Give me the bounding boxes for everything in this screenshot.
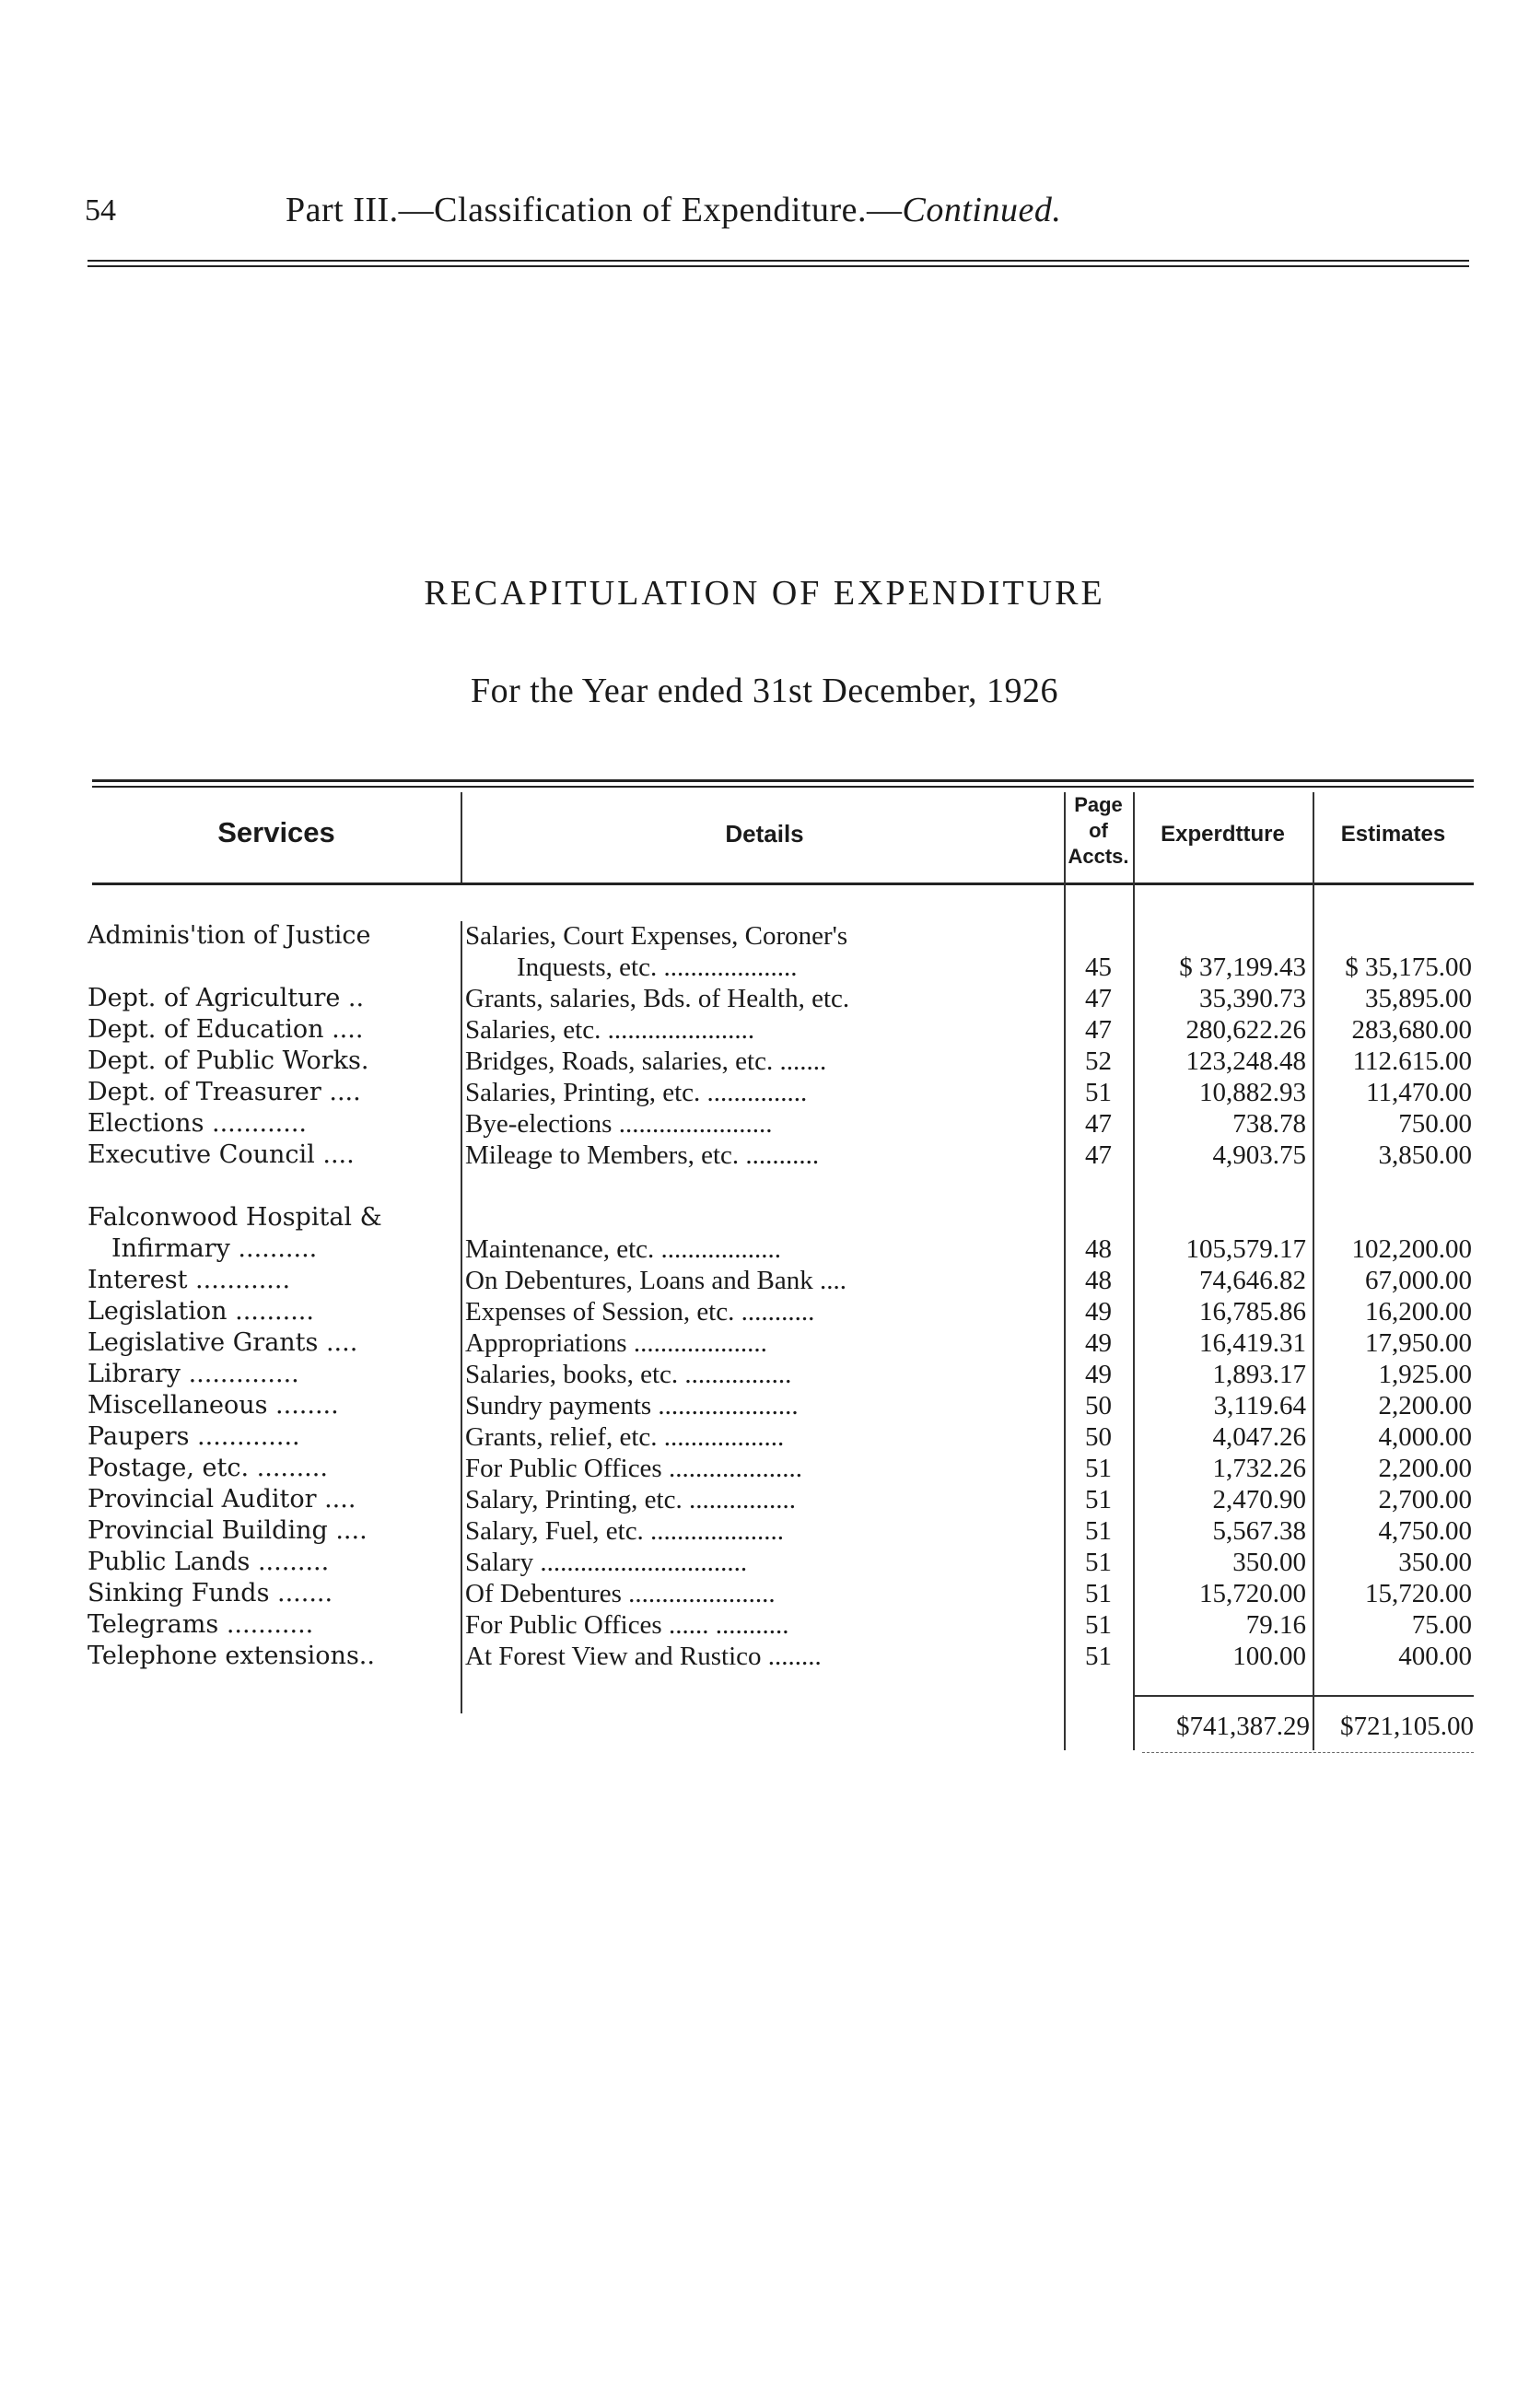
expenditure-cell: 16,785.86 [1199, 1297, 1306, 1327]
expenditure-cell: 4,047.26 [1212, 1422, 1306, 1452]
service-cell: Falconwood Hospital & [88, 1203, 382, 1232]
page-cell: 45 [1085, 953, 1112, 982]
page-cell: 49 [1085, 1360, 1112, 1389]
service-cell: Dept. of Education .... [88, 1015, 364, 1044]
details-cell: Grants, salaries, Bds. of Health, etc. [465, 984, 850, 1013]
col-header-estimates: Estimates [1340, 822, 1446, 847]
table-row [0, 1422, 1529, 1454]
table-row [0, 1078, 1529, 1109]
estimates-cell: 283,680.00 [1351, 1015, 1472, 1045]
table-row [0, 1015, 1529, 1046]
service-cell: Sinking Funds ....... [88, 1579, 333, 1607]
total-expenditure: $741,387.29 [1176, 1712, 1310, 1741]
running-title-text: Part III.—Classification of Expenditure.— [286, 191, 903, 229]
details-cell: Salary, Printing, etc. ................ [465, 1485, 796, 1514]
service-cell: Miscellaneous ........ [88, 1391, 339, 1420]
table-row [0, 1610, 1529, 1642]
service-cell: Paupers ............. [88, 1422, 300, 1451]
estimates-cell: 3,850.00 [1378, 1140, 1472, 1170]
estimates-cell: 400.00 [1398, 1642, 1472, 1671]
service-cell: Executive Council .... [88, 1140, 355, 1169]
details-cell: Sundry payments ..................... [465, 1391, 799, 1420]
page-cell: 47 [1085, 1109, 1112, 1139]
table-row [0, 1140, 1529, 1172]
table-row [0, 921, 1529, 953]
page-cell: 51 [1085, 1078, 1112, 1107]
details-cell: Maintenance, etc. .................. [465, 1234, 782, 1264]
expenditure-cell: 35,390.73 [1199, 984, 1306, 1013]
details-cell: Of Debentures ...................... [465, 1579, 776, 1608]
details-cell: Expenses of Session, etc. ........... [465, 1297, 815, 1327]
table-row [0, 1297, 1529, 1328]
table-row [0, 1328, 1529, 1360]
details-cell: Bridges, Roads, salaries, etc. ....... [465, 1046, 827, 1076]
service-cell: Dept. of Agriculture .. [88, 984, 365, 1012]
estimates-cell: 67,000.00 [1365, 1266, 1472, 1295]
expenditure-cell: 15,720.00 [1199, 1579, 1306, 1608]
total-estimates: $721,105.00 [1340, 1712, 1474, 1741]
expenditure-cell: 2,470.90 [1212, 1485, 1306, 1514]
table-row [0, 984, 1529, 1015]
details-cell: Bye-elections ....................... [465, 1109, 773, 1139]
page-cell: 50 [1085, 1391, 1112, 1420]
details-cell: Salaries, books, etc. ................ [465, 1360, 792, 1389]
table-row [0, 1485, 1529, 1516]
estimates-cell: 11,470.00 [1366, 1078, 1472, 1107]
col-header-page [1064, 792, 1133, 870]
col-header-page-line1: Page [1074, 793, 1123, 816]
header-bottom-rule [92, 883, 1474, 885]
table-row [0, 1642, 1529, 1673]
expenditure-cell: 16,419.31 [1199, 1328, 1306, 1358]
total-underline [1142, 1752, 1474, 1753]
service-cell: Library .............. [88, 1360, 299, 1388]
table-row [0, 1360, 1529, 1391]
expenditure-cell: 105,579.17 [1185, 1234, 1306, 1264]
table-row [0, 1516, 1529, 1548]
estimates-cell: 2,200.00 [1378, 1454, 1472, 1483]
details-cell: Salary ............................... [465, 1548, 748, 1577]
header-rule [88, 260, 1469, 267]
expenditure-cell: 738.78 [1232, 1109, 1306, 1139]
table-row [0, 1579, 1529, 1610]
service-cell: Infirmary .......... [111, 1234, 318, 1263]
service-cell: Legislative Grants .... [88, 1328, 358, 1357]
running-title [286, 190, 1061, 230]
page-cell: 51 [1085, 1548, 1112, 1577]
col-header-services: Services [217, 816, 335, 848]
estimates-cell: 75.00 [1411, 1610, 1472, 1640]
estimates-cell: 102,200.00 [1351, 1234, 1472, 1264]
table-row [0, 953, 1529, 984]
col-header-expenditure: Experdtture [1161, 822, 1285, 847]
page-cell: 47 [1085, 1015, 1112, 1045]
estimates-cell: 16,200.00 [1365, 1297, 1472, 1327]
service-cell: Provincial Auditor .... [88, 1485, 356, 1514]
service-cell: Provincial Building .... [88, 1516, 368, 1545]
table-row [0, 1266, 1529, 1297]
expenditure-cell: 3,119.64 [1213, 1391, 1306, 1420]
page-cell: 51 [1085, 1610, 1112, 1640]
sum-rule [1135, 1695, 1474, 1697]
details-cell: Mileage to Members, etc. ........... [465, 1140, 820, 1170]
estimates-cell: 350.00 [1398, 1548, 1472, 1577]
estimates-cell: 4,750.00 [1378, 1516, 1472, 1546]
service-cell: Telephone extensions.. [88, 1642, 375, 1670]
estimates-cell: 2,700.00 [1378, 1485, 1472, 1514]
expenditure-cell: 100.00 [1232, 1642, 1306, 1671]
details-cell: For Public Offices ...... ........... [465, 1610, 789, 1640]
estimates-cell: 35,895.00 [1365, 984, 1472, 1013]
col-header-page-line2: of [1089, 819, 1108, 842]
page-cell: 51 [1085, 1454, 1112, 1483]
service-cell: Dept. of Treasurer .... [88, 1078, 361, 1106]
table-row [0, 1203, 1529, 1234]
expenditure-cell: 123,248.48 [1185, 1046, 1306, 1076]
table-row [0, 1454, 1529, 1485]
estimates-cell: 15,720.00 [1365, 1579, 1472, 1608]
service-cell: Dept. of Public Works. [88, 1046, 369, 1075]
page-cell: 49 [1085, 1297, 1112, 1327]
expenditure-cell: $ 37,199.43 [1179, 953, 1306, 982]
expenditure-cell: 74,646.82 [1199, 1266, 1306, 1295]
table-top-rule [92, 779, 1474, 782]
page-cell: 51 [1085, 1485, 1112, 1514]
table-row [0, 1234, 1529, 1266]
column-divider [461, 792, 462, 883]
expenditure-cell: 4,903.75 [1212, 1140, 1306, 1170]
expenditure-cell: 10,882.93 [1199, 1078, 1306, 1107]
details-cell: Salary, Fuel, etc. .................... [465, 1516, 785, 1546]
page-cell: 47 [1085, 984, 1112, 1013]
service-cell: Legislation .......... [88, 1297, 314, 1326]
expenditure-cell: 1,893.17 [1212, 1360, 1306, 1389]
subtitle: For the Year ended 31st December, 1926 [470, 672, 1058, 710]
service-cell: Adminis'tion of Justice [88, 921, 371, 950]
estimates-cell: 112.615.00 [1352, 1046, 1472, 1076]
details-cell: At Forest View and Rustico ........ [465, 1642, 822, 1671]
estimates-cell: 17,950.00 [1365, 1328, 1472, 1358]
estimates-cell: 4,000.00 [1378, 1422, 1472, 1452]
table-row [0, 1172, 1529, 1203]
service-cell: Elections ............ [88, 1109, 308, 1138]
service-cell: Public Lands ......... [88, 1548, 330, 1576]
table-row [0, 1109, 1529, 1140]
page-cell: 48 [1085, 1266, 1112, 1295]
page-cell: 50 [1085, 1422, 1112, 1452]
estimates-cell: 2,200.00 [1378, 1391, 1472, 1420]
table-row [0, 1391, 1529, 1422]
table-row [0, 1046, 1529, 1078]
table-row [0, 1548, 1529, 1579]
page-cell: 48 [1085, 1234, 1112, 1264]
col-header-page-line3: Accts. [1068, 845, 1129, 868]
col-header-details: Details [725, 820, 804, 847]
page-cell: 51 [1085, 1642, 1112, 1671]
page-cell: 51 [1085, 1516, 1112, 1546]
details-cell: Appropriations .................... [465, 1328, 767, 1358]
estimates-cell: 750.00 [1398, 1109, 1472, 1139]
page-cell: 52 [1085, 1046, 1112, 1076]
page-cell: 47 [1085, 1140, 1112, 1170]
service-cell: Postage, etc. ......... [88, 1454, 328, 1482]
expenditure-cell: 79.16 [1245, 1610, 1306, 1640]
estimates-cell: $ 35,175.00 [1345, 953, 1472, 982]
estimates-cell: 1,925.00 [1378, 1360, 1472, 1389]
page-cell: 51 [1085, 1579, 1112, 1608]
running-title-italic: Continued. [902, 191, 1062, 229]
details-cell: Salaries, etc. ...................... [465, 1015, 755, 1045]
details-cell: Grants, relief, etc. .................. [465, 1422, 785, 1452]
service-cell: Interest ............ [88, 1266, 291, 1294]
page-cell: 49 [1085, 1328, 1112, 1358]
details-cell: Salaries, Printing, etc. ............... [465, 1078, 808, 1107]
expenditure-cell: 5,567.38 [1212, 1516, 1306, 1546]
details-cell: For Public Offices .................... [465, 1454, 802, 1483]
details-cell: Salaries, Court Expenses, Coroner's [465, 921, 848, 951]
main-title: RECAPITULATION OF EXPENDITURE [424, 574, 1105, 613]
table-top-rule-2 [92, 786, 1474, 788]
expenditure-cell: 1,732.26 [1212, 1454, 1306, 1483]
details-cell: On Debentures, Loans and Bank .... [465, 1266, 846, 1295]
service-cell: Telegrams ........... [88, 1610, 314, 1639]
expenditure-cell: 280,622.26 [1185, 1015, 1306, 1045]
expenditure-cell: 350.00 [1232, 1548, 1306, 1577]
page-number: 54 [85, 193, 116, 228]
details-cell: Inquests, etc. .................... [517, 953, 798, 982]
